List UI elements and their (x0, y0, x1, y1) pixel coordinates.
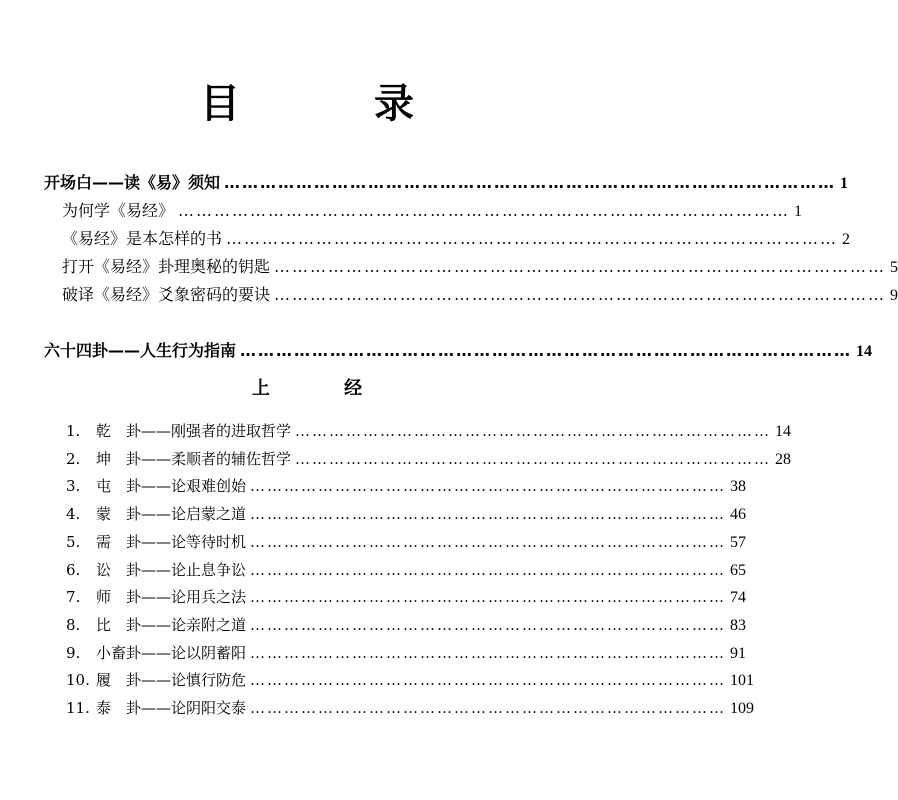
title-dash: —— (141, 505, 172, 524)
toc-entry[interactable] (62, 198, 803, 221)
title-dash: —— (141, 615, 172, 634)
toc-entry-hexagram[interactable] (66, 503, 747, 524)
page-title: 目 录 (200, 81, 474, 127)
hexagram-gua: 卦 (126, 422, 142, 440)
title-dash: —— (141, 422, 172, 440)
toc-entry-label (66, 669, 246, 690)
toc-entry-hexagram[interactable] (66, 586, 747, 607)
hexagram-number: 10. (66, 671, 90, 690)
toc-entry-label: 破译《易经》爻象密码的要诀 (62, 285, 271, 304)
toc-entry-label: 开场白——读《易》须知 (44, 173, 221, 192)
hexagram-description: 刚强者的进取哲学 (171, 422, 292, 440)
hexagram-number: 5. (66, 532, 81, 551)
leader-dots: ………………………………………………………………………………………… (226, 229, 839, 248)
toc-page-number: 2 (842, 231, 851, 248)
hexagram-gua: 卦 (126, 615, 142, 634)
leader-dots: ………………………………………………………………………………………… (240, 341, 853, 360)
toc-section-hexagrams[interactable] (44, 338, 873, 361)
toc-entry-label (66, 614, 246, 635)
hexagram-gua: 卦 (126, 560, 142, 579)
leader-dots: ………………………………………………………………………… (250, 643, 727, 662)
toc-page-number: 14 (856, 343, 873, 360)
leader-dots: ………………………………………………………………………… (250, 477, 727, 496)
hexagram-name: 乾 (96, 422, 112, 440)
toc-entry-label: 为何学《易经》 (62, 201, 175, 220)
toc-entry-label (66, 559, 246, 580)
hexagram-description: 论艰难创始 (171, 477, 247, 496)
hexagram-description: 论用兵之法 (171, 588, 247, 607)
toc-page-number: 57 (730, 533, 747, 551)
hexagram-name: 蒙 (96, 505, 112, 524)
leader-dots: ………………………………………………………………………………………… (178, 201, 791, 220)
toc-entry-label (66, 697, 246, 718)
toc-page-number: 74 (730, 589, 747, 607)
leader-dots: ………………………………………………………………………… (295, 449, 772, 468)
title-dash: —— (141, 643, 172, 662)
hexagram-description: 论阴阳交泰 (171, 699, 247, 717)
hexagram-number: 11. (66, 699, 90, 717)
title-dash: —— (141, 449, 172, 468)
toc-entry[interactable] (62, 226, 851, 249)
hexagram-number: 3. (66, 477, 81, 496)
toc-page-number: 109 (730, 700, 755, 717)
toc-entry[interactable] (62, 254, 898, 277)
title-dash: —— (141, 477, 172, 496)
hexagram-gua: 卦 (126, 699, 142, 717)
leader-dots: ………………………………………………………………………………………… (274, 257, 887, 276)
title-dash: —— (141, 588, 172, 607)
hexagram-number: 8. (66, 615, 81, 634)
leader-dots: ………………………………………………………………………… (250, 532, 727, 551)
toc-entry-hexagram[interactable] (66, 531, 747, 552)
hexagram-description: 论等待时机 (171, 532, 247, 551)
title-dash: —— (141, 532, 172, 551)
toc-entry-label: 六十四卦——人生行为指南 (44, 341, 237, 360)
toc-entry-hexagram[interactable] (66, 669, 755, 690)
hexagram-number: 9. (66, 643, 81, 662)
hexagram-name: 坤 (96, 449, 112, 468)
toc-entry-label (66, 642, 246, 663)
hexagram-description: 论亲附之道 (171, 615, 247, 634)
toc-entry-hexagram[interactable] (66, 642, 747, 663)
toc-page-number: 14 (775, 423, 792, 440)
toc-entry-label (66, 531, 246, 552)
hexagram-gua: 卦 (126, 671, 142, 690)
toc-entry-hexagram[interactable] (66, 614, 747, 635)
leader-dots: ………………………………………………………………………… (250, 671, 727, 690)
hexagram-description: 论止息争讼 (171, 560, 247, 579)
toc-page-number: 65 (730, 561, 747, 579)
hexagram-name: 屯 (96, 477, 112, 496)
hexagram-name: 小畜 (96, 643, 127, 662)
toc-page-number: 9 (890, 287, 898, 304)
toc-page-number: 101 (730, 672, 755, 690)
hexagram-name: 履 (96, 671, 112, 690)
section-subheading: 上 经 (251, 378, 397, 399)
hexagram-gua: 卦 (126, 477, 142, 496)
hexagram-description: 论以阴蓄阳 (171, 643, 247, 662)
hexagram-gua: 卦 (126, 505, 142, 524)
toc-entry-hexagram[interactable] (66, 559, 747, 580)
hexagram-name: 需 (96, 532, 112, 551)
toc-entry-hexagram[interactable] (66, 420, 792, 441)
hexagram-gua: 卦 (126, 532, 142, 551)
hexagram-gua: 卦 (126, 588, 142, 607)
title-dash: —— (141, 671, 172, 690)
toc-entry[interactable] (62, 282, 898, 305)
toc-entry-label (66, 503, 246, 524)
hexagram-number: 6. (66, 560, 81, 579)
leader-dots: ………………………………………………………………………… (250, 615, 727, 634)
toc-page-number: 1 (840, 175, 849, 192)
hexagram-gua: 卦 (126, 643, 142, 662)
toc-entry-label: 打开《易经》卦理奥秘的钥匙 (62, 257, 271, 276)
leader-dots: ………………………………………………………………………… (250, 699, 727, 717)
toc-entry-label (66, 448, 291, 469)
toc-entry-hexagram[interactable] (66, 448, 792, 469)
leader-dots: ………………………………………………………………………… (295, 422, 772, 440)
hexagram-description: 论慎行防危 (171, 671, 247, 690)
hexagram-number: 2. (66, 449, 81, 468)
toc-section-intro[interactable] (44, 170, 849, 193)
hexagram-description: 论启蒙之道 (171, 505, 247, 524)
toc-entry-label (66, 420, 291, 441)
toc-page-number: 5 (890, 259, 898, 276)
hexagram-number: 1. (66, 422, 81, 440)
leader-dots: ………………………………………………………………………… (250, 505, 727, 524)
hexagram-gua: 卦 (126, 449, 142, 468)
toc-entry-label: 《易经》是本怎样的书 (62, 229, 223, 248)
hexagram-name: 师 (96, 588, 112, 607)
hexagram-name: 比 (96, 615, 112, 634)
leader-dots: ………………………………………………………………………… (250, 560, 727, 579)
leader-dots: ………………………………………………………………………… (250, 588, 727, 607)
toc-page-number: 28 (775, 450, 792, 468)
hexagram-number: 4. (66, 505, 81, 524)
toc-page-number: 1 (794, 203, 803, 220)
leader-dots: ………………………………………………………………………………………… (224, 173, 837, 192)
hexagram-number: 7. (66, 588, 81, 607)
leader-dots: ………………………………………………………………………………………… (274, 285, 887, 304)
toc-page-number: 83 (730, 616, 747, 634)
hexagram-name: 泰 (96, 699, 112, 717)
toc-entry-label (66, 475, 246, 496)
toc-entry-hexagram[interactable] (66, 697, 755, 718)
toc-entry-hexagram[interactable] (66, 475, 747, 496)
toc-page-number: 91 (730, 644, 747, 662)
title-dash: —— (141, 560, 172, 579)
toc-page-number: 38 (730, 478, 747, 496)
toc-entry-label (66, 586, 246, 607)
toc-page-number: 46 (730, 506, 747, 524)
hexagram-name: 讼 (96, 560, 112, 579)
title-dash: —— (141, 699, 172, 717)
hexagram-description: 柔顺者的辅佐哲学 (171, 449, 292, 468)
